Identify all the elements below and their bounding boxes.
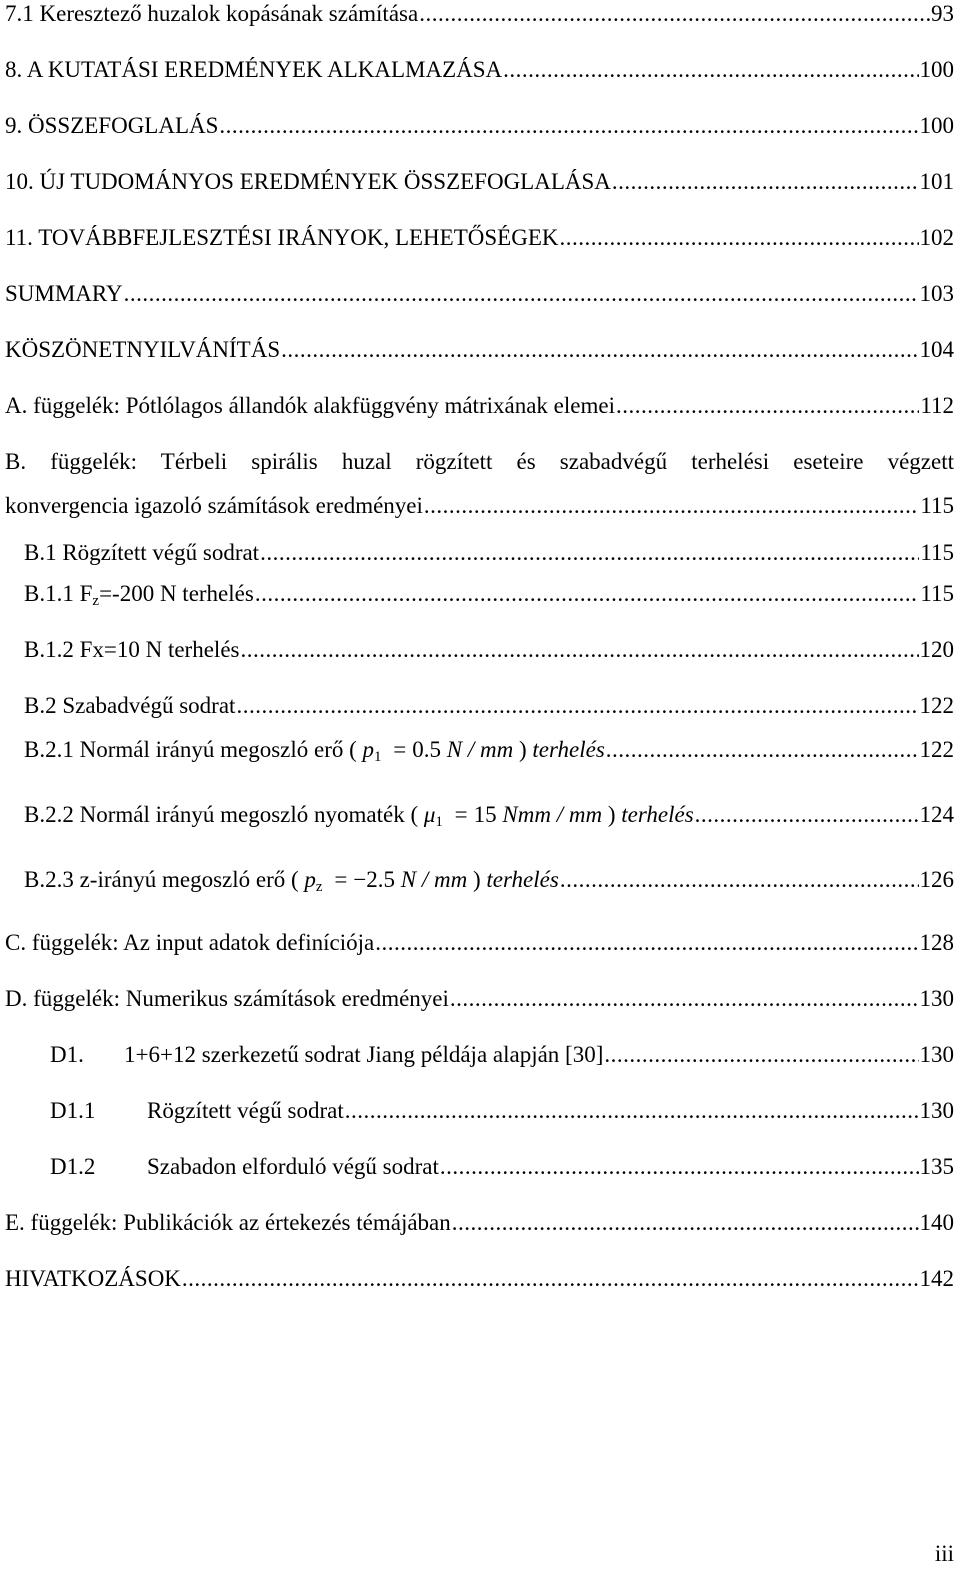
toc-title-text: Rögzített végű sodrat [147,1098,344,1123]
toc-entry[interactable] [5,56,954,83]
toc-title-line2-row [5,492,954,519]
toc-title [24,801,694,836]
toc-title: SUMMARY [5,281,123,306]
toc-title-line2: konvergencia igazoló számítások eredményei [5,493,423,518]
subscript: 1 [435,814,443,830]
math-value: 15 [473,802,497,827]
toc-entry[interactable] [50,1153,954,1180]
toc-title [24,736,605,771]
toc-title-prefix: B.2.3 z-irányú megoszló erő ( [24,867,299,892]
toc-entry[interactable] [5,0,954,27]
toc-title: 8. A KUTATÁSI EREDMÉNYEK ALKALMAZÁSA [5,57,503,82]
subscript: z [315,879,323,895]
toc-page: 120 [919,637,954,662]
toc-page: 124 [919,802,954,827]
toc-page: 112 [920,393,954,418]
toc-page: 140 [919,1210,954,1235]
toc-title: 7.1 Keresztező huzalok kopásának számítása [5,1,419,26]
toc-title: E. függelék: Publikációk az értekezés témájában [5,1210,451,1235]
toc-page: 101 [919,169,954,194]
toc-title-prefix: B.2.1 Normál irányú megoszló erő ( [24,737,357,762]
toc-page: 104 [919,337,954,362]
toc-title: B.2 Szabadvégű sodrat [24,693,236,718]
toc-leader-dots [424,492,919,519]
toc-leader-dots [452,1209,919,1236]
toc-page: 126 [919,867,954,892]
toc-leader-dots [219,112,918,139]
toc-leader-dots [440,1153,919,1180]
toc-leader-dots [236,692,918,719]
toc-title [50,1041,603,1068]
toc-entry[interactable] [5,985,954,1012]
math-value: 0.5 [412,737,442,762]
toc-title: HIVATKOZÁSOK [5,1266,181,1291]
toc-leader-dots [604,1041,918,1068]
toc-leader-dots [260,539,919,566]
toc-page: 130 [919,1098,954,1123]
toc-page: 135 [919,1154,954,1179]
toc-title [50,1097,344,1124]
toc-leader-dots [606,736,919,763]
toc-entry[interactable] [50,1041,954,1068]
toc-entry[interactable] [5,168,954,195]
toc-leader-dots [345,1097,919,1124]
toc-leader-dots [419,0,930,27]
toc-leader-dots [124,280,919,307]
subscript: 1 [374,749,382,765]
math-equals: = [334,867,348,892]
toc-title-prefix: B.1.1 F [24,581,93,606]
toc-title-text: 1+6+12 szerkezetű sodrat Jiang példája alapján [30] [124,1042,604,1067]
toc-title: KÖSZÖNETNYILVÁNÍTÁS [5,337,281,362]
toc-title [24,580,254,615]
toc-number: D1.1 [50,1098,96,1123]
math-close-paren: ) [473,867,481,892]
toc-leader-dots [560,866,919,893]
toc-page: 103 [919,281,954,306]
toc-title [24,866,559,901]
math-unit: N / mm [400,867,468,892]
toc-leader-dots [612,168,919,195]
toc-entry[interactable] [5,280,954,307]
toc-page: 122 [919,737,954,762]
toc-entry[interactable] [5,1209,954,1236]
toc-title: B.1 Rögzített végű sodrat [24,540,260,565]
toc-number: D1. [50,1042,84,1067]
toc-title: C. függelék: Az input adatok definíciója [5,930,375,955]
toc-entry[interactable] [5,929,954,956]
toc-title [50,1153,439,1180]
toc-page: 115 [920,540,954,565]
toc-page: 115 [920,581,954,606]
toc-entry[interactable] [24,801,954,836]
math-close-paren: ) [518,737,527,762]
toc-entry[interactable] [5,112,954,139]
toc-title: A. függelék: Pótlólagos állandók alakfüggvény mátrixának elemei [5,393,615,418]
toc-page: 115 [920,493,954,518]
subscript: z [92,593,100,609]
toc-entry[interactable] [50,1097,954,1124]
math-value: −2.5 [353,867,396,892]
toc-entry[interactable] [24,580,954,615]
toc-entry[interactable] [5,336,954,363]
toc-title-suffix: =-200 N terhelés [99,581,254,606]
toc-leader-dots [450,985,919,1012]
toc-page: 100 [919,113,954,138]
math-equals: = [454,802,468,827]
toc-entry[interactable] [24,736,954,771]
toc-leader-dots [616,392,919,419]
toc-leader-dots [559,224,918,251]
math-close-paren: ) [607,802,616,827]
math-equals: = [393,737,407,762]
toc-title-suffix: terhelés [621,802,694,827]
toc-page: 102 [919,225,954,250]
toc-entry[interactable] [24,692,954,719]
toc-page: 130 [919,986,954,1011]
toc-number: D1.2 [50,1154,96,1179]
toc-title: 10. ÚJ TUDOMÁNYOS EREDMÉNYEK ÖSSZEFOGLALÁSA [5,169,611,194]
math-variable: p [362,737,375,762]
toc-leader-dots [695,801,919,828]
toc-leader-dots [182,1265,919,1292]
toc-entry[interactable] [24,539,954,566]
toc-title-prefix: B.2.2 Normál irányú megoszló nyomaték ( [24,802,419,827]
page-number: iii [934,1541,954,1566]
math-unit: N / mm [446,737,514,762]
toc-entry[interactable] [5,1265,954,1292]
toc-entry[interactable] [5,224,954,251]
toc-title-text: Szabadon elforduló végű sodrat [147,1154,439,1179]
toc-title-line1: B. függelék: Térbeli spirális huzal rögzített és szabadvégű terhelési eseteire végzett [5,449,954,474]
toc-page: 100 [919,57,954,82]
toc-leader-dots [240,636,918,663]
toc-leader-dots [503,56,918,83]
toc-page: 122 [919,693,954,718]
toc-entry[interactable] [5,392,954,419]
math-variable: p [304,867,316,892]
toc-title: 11. TOVÁBBFEJLESZTÉSI IRÁNYOK, LEHETŐSÉGEK [5,225,559,250]
math-variable: μ [423,802,436,827]
toc-title: B.1.2 Fx=10 N terhelés [24,637,240,662]
toc-entry-wrapped[interactable] [5,448,954,519]
toc-title-suffix: terhelés [486,867,559,892]
toc-leader-dots [375,929,918,956]
toc-leader-dots [281,336,918,363]
math-unit: Nmm / mm [502,802,603,827]
toc-leader-dots [255,580,920,607]
toc-page: 130 [919,1042,954,1067]
toc-page: 128 [919,930,954,955]
toc-title: 9. ÖSSZEFOGLALÁS [5,113,219,138]
toc-title-suffix: terhelés [532,737,605,762]
toc-entry[interactable] [24,866,954,901]
toc-entry[interactable] [24,636,954,663]
toc-page: 93 [931,1,954,26]
toc-page: 142 [919,1266,954,1291]
toc-title: D. függelék: Numerikus számítások eredményei [5,986,449,1011]
